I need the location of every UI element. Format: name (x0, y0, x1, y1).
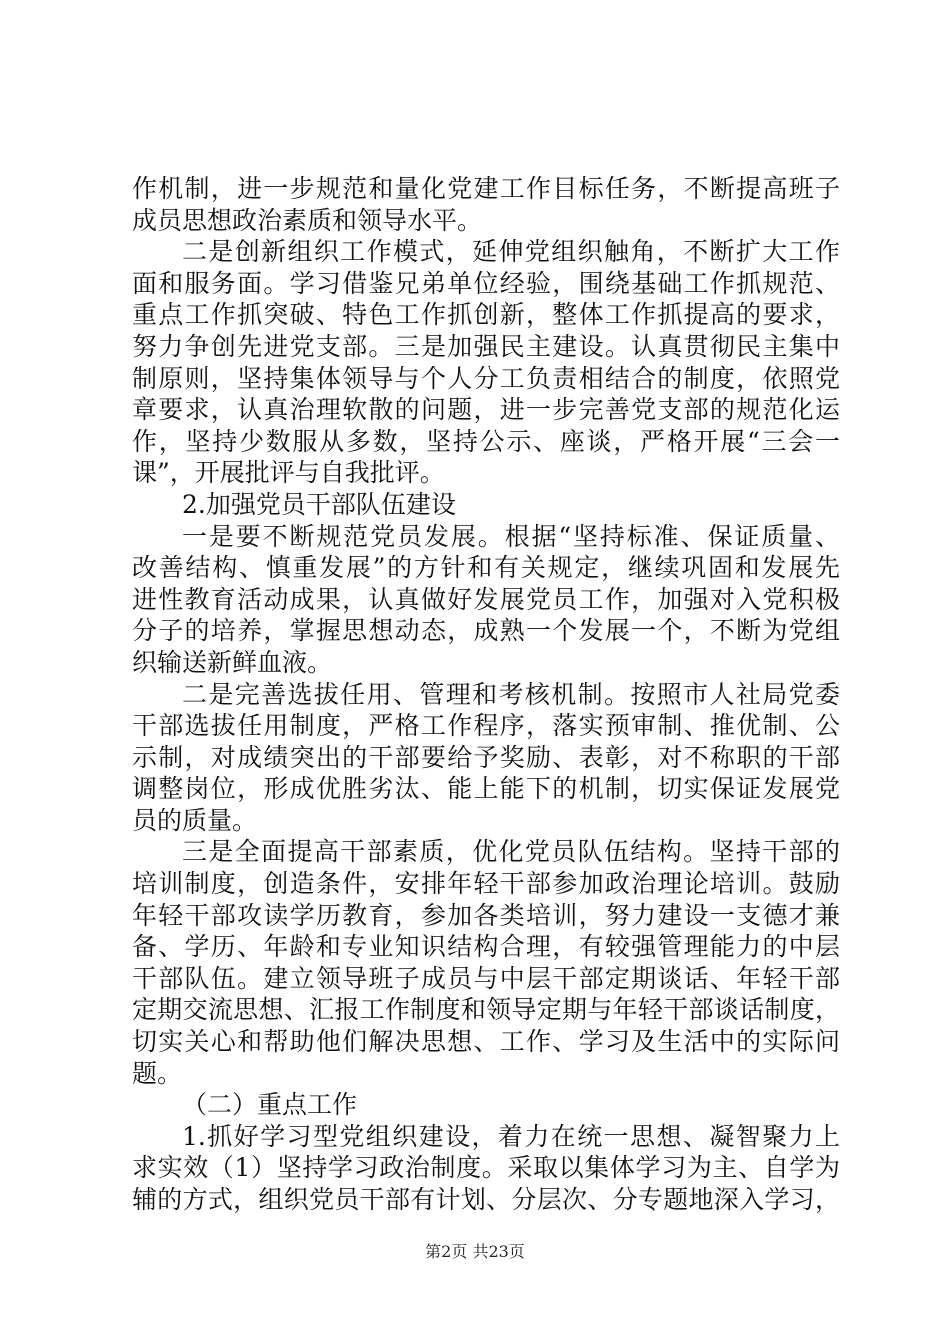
text-line: 努力争创先进党支部。三是加强民主建设。认真贯彻民主集中 (132, 331, 840, 361)
text-line: （二）重点工作 (182, 1090, 358, 1120)
text-line: 员的质量。 (132, 805, 258, 835)
text-line: 作机制，进一步规范和量化党建工作目标任务，不断提高班子 (132, 174, 840, 203)
text-line: 二是完善选拔任用、管理和考核机制。按照市人社局党委 (182, 679, 840, 709)
text-line: 定期交流思想、汇报工作制度和领导定期与年轻干部谈话制度， (132, 995, 840, 1025)
text-line: 切实关心和帮助他们解决思想、工作、学习及生活中的实际问 (132, 1027, 840, 1057)
text-line: 作，坚持少数服从多数，坚持公示、座谈，严格开展“三会一 (132, 426, 840, 456)
text-line: 干部队伍。建立领导班子成员与中层干部定期谈话、年轻干部 (132, 963, 840, 993)
text-line: 1.抓好学习型党组织建设，着力在统一思想、凝智聚力上 (182, 1121, 840, 1151)
text-line: 二是创新组织工作模式，延伸党组织触角，不断扩大工作 (182, 237, 840, 267)
text-line: 重点工作抓突破、特色工作抓创新，整体工作抓提高的要求， (132, 300, 840, 330)
text-line: 备、学历、年龄和专业知识结构合理，有较强管理能力的中层 (132, 932, 840, 962)
text-line: 分子的培养，掌握思想动态，成熟一个发展一个，不断为党组 (132, 616, 840, 646)
text-line: 培训制度，创造条件，安排年轻干部参加政治理论培训。鼓励 (132, 869, 840, 899)
text-line: 干部选拔任用制度，严格工作程序，落实预审制、推优制、公 (132, 711, 840, 741)
text-line: 三是全面提高干部素质，优化党员队伍结构。坚持干部的 (182, 837, 840, 867)
text-line: 示制，对成绩突出的干部要给予奖励、表彰，对不称职的干部 (132, 742, 840, 772)
text-line: 面和服务面。学习借鉴兄弟单位经验，围绕基础工作抓规范、 (132, 268, 840, 298)
text-line: 成员思想政治素质和领导水平。 (132, 205, 483, 235)
text-line: 题。 (132, 1058, 183, 1088)
text-line: 织输送新鲜血液。 (132, 647, 333, 677)
text-line: 年轻干部攻读学历教育，参加各类培训，努力建设一支德才兼 (132, 900, 840, 930)
text-line: 制原则，坚持集体领导与个人分工负责相结合的制度，依照党 (132, 363, 840, 393)
text-line: 进性教育活动成果，认真做好发展党员工作，加强对入党积极 (132, 584, 840, 614)
text-line: 章要求，认真治理软散的问题，进一步完善党支部的规范化运 (132, 395, 840, 425)
text-line: 2.加强党员干部队伍建设 (182, 489, 456, 519)
document-body (132, 173, 840, 1216)
text-line: 求实效（1）坚持学习政治制度。采取以集体学习为主、自学为 (132, 1153, 840, 1183)
page-number-footer: 第2页 共23页 (425, 1242, 525, 1261)
text-line: 一是要不断规范党员发展。根据“坚持标准、保证质量、 (182, 521, 840, 551)
text-line: 辅的方式，组织党员干部有计划、分层次、分专题地深入学习， (132, 1185, 840, 1214)
text-line: 课”，开展批评与自我批评。 (132, 458, 445, 488)
text-line: 调整岗位，形成优胜劣汰、能上能下的机制，切实保证发展党 (132, 774, 840, 804)
text-line: 改善结构、慎重发展”的方针和有关规定，继续巩固和发展先 (132, 553, 840, 583)
